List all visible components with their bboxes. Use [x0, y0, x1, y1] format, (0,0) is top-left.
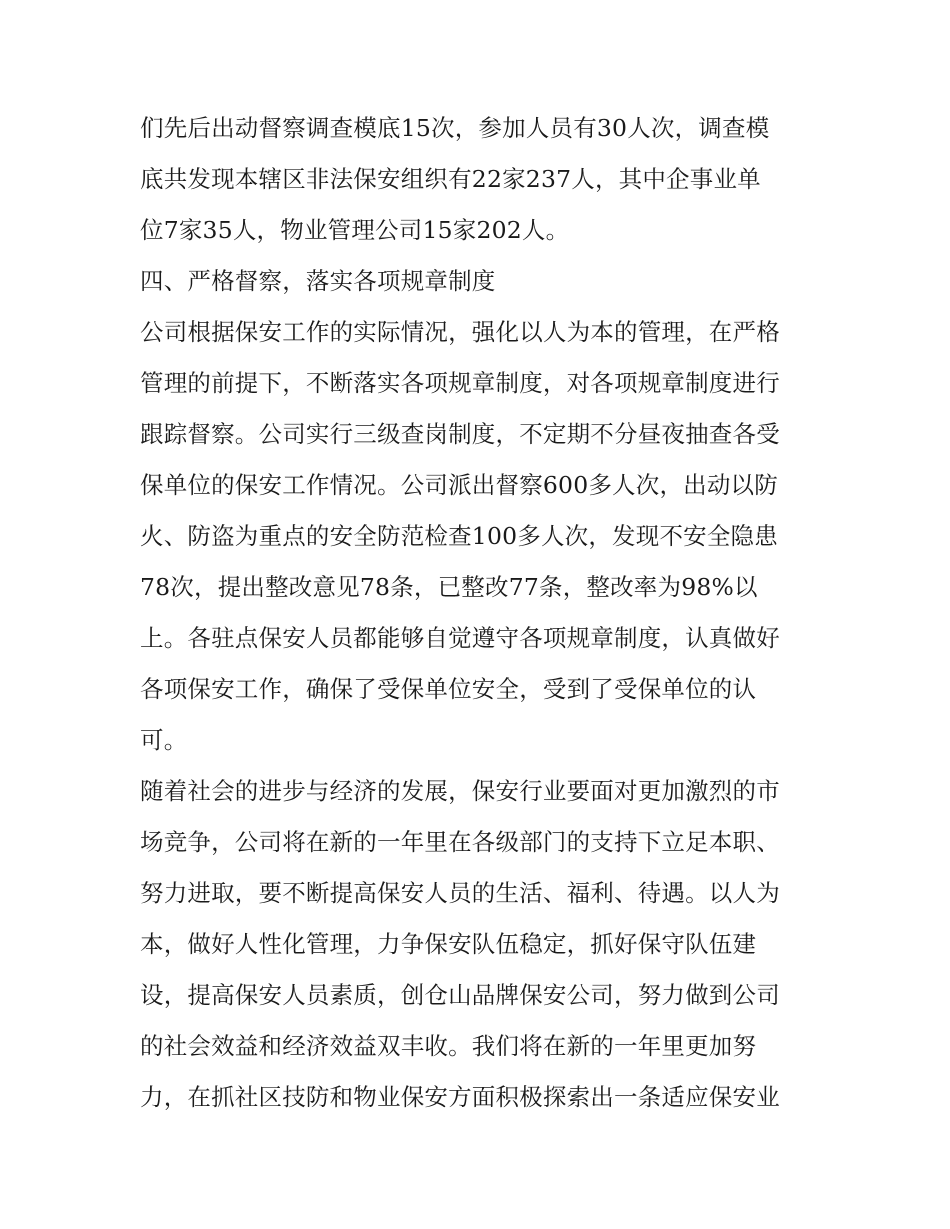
text-line: 管理的前提下，不断落实各项规章制度，对各项规章制度进行: [140, 369, 780, 397]
text-line: 力，在抓社区技防和物业保安方面积极探索出一条适应保安业: [140, 1083, 780, 1111]
text-line: 位7家35人，物业管理公司15家202人。: [140, 216, 570, 244]
text-line: 各项保安工作，确保了受保单位安全，受到了受保单位的认: [140, 675, 757, 703]
text-line: 跟踪督察。公司实行三级查岗制度，不定期不分昼夜抽查各受: [140, 420, 780, 448]
text-line: 本，做好人性化管理，力争保安队伍稳定，抓好保守队伍建: [140, 930, 757, 958]
text-line: 上。各驻点保安人员都能够自觉遵守各项规章制度，认真做好: [140, 624, 780, 652]
text-line: 可。: [140, 726, 188, 754]
text-line: 场竞争，公司将在新的一年里在各级部门的支持下立足本职、: [140, 828, 780, 856]
text-line: 的社会效益和经济效益双丰收。我们将在新的一年里更加努: [140, 1032, 757, 1060]
text-line: 底共发现本辖区非法保安组织有22家237人，其中企事业单: [140, 165, 761, 193]
text-line: 随着社会的进步与经济的发展，保安行业要面对更加激烈的市: [140, 777, 780, 805]
text-line: 78次，提出整改意见78条，已整改77条，整改率为98%以: [140, 573, 758, 601]
text-line: 公司根据保安工作的实际情况，强化以人为本的管理，在严格: [140, 318, 780, 346]
text-line: 努力进取，要不断提高保安人员的生活、福利、待遇。以人为: [140, 879, 780, 907]
text-line: 火、防盗为重点的安全防范检查100多人次，发现不安全隐患: [140, 522, 778, 550]
section-heading: 四、严格督察，落实各项规章制度: [140, 267, 496, 295]
text-line: 们先后出动督察调查模底15次，参加人员有30人次，调查模: [140, 114, 770, 142]
text-line: 设，提高保安人员素质，创仓山品牌保安公司，努力做到公司: [140, 981, 780, 1009]
text-line: 保单位的保安工作情况。公司派出督察600多人次，出动以防: [140, 471, 778, 499]
